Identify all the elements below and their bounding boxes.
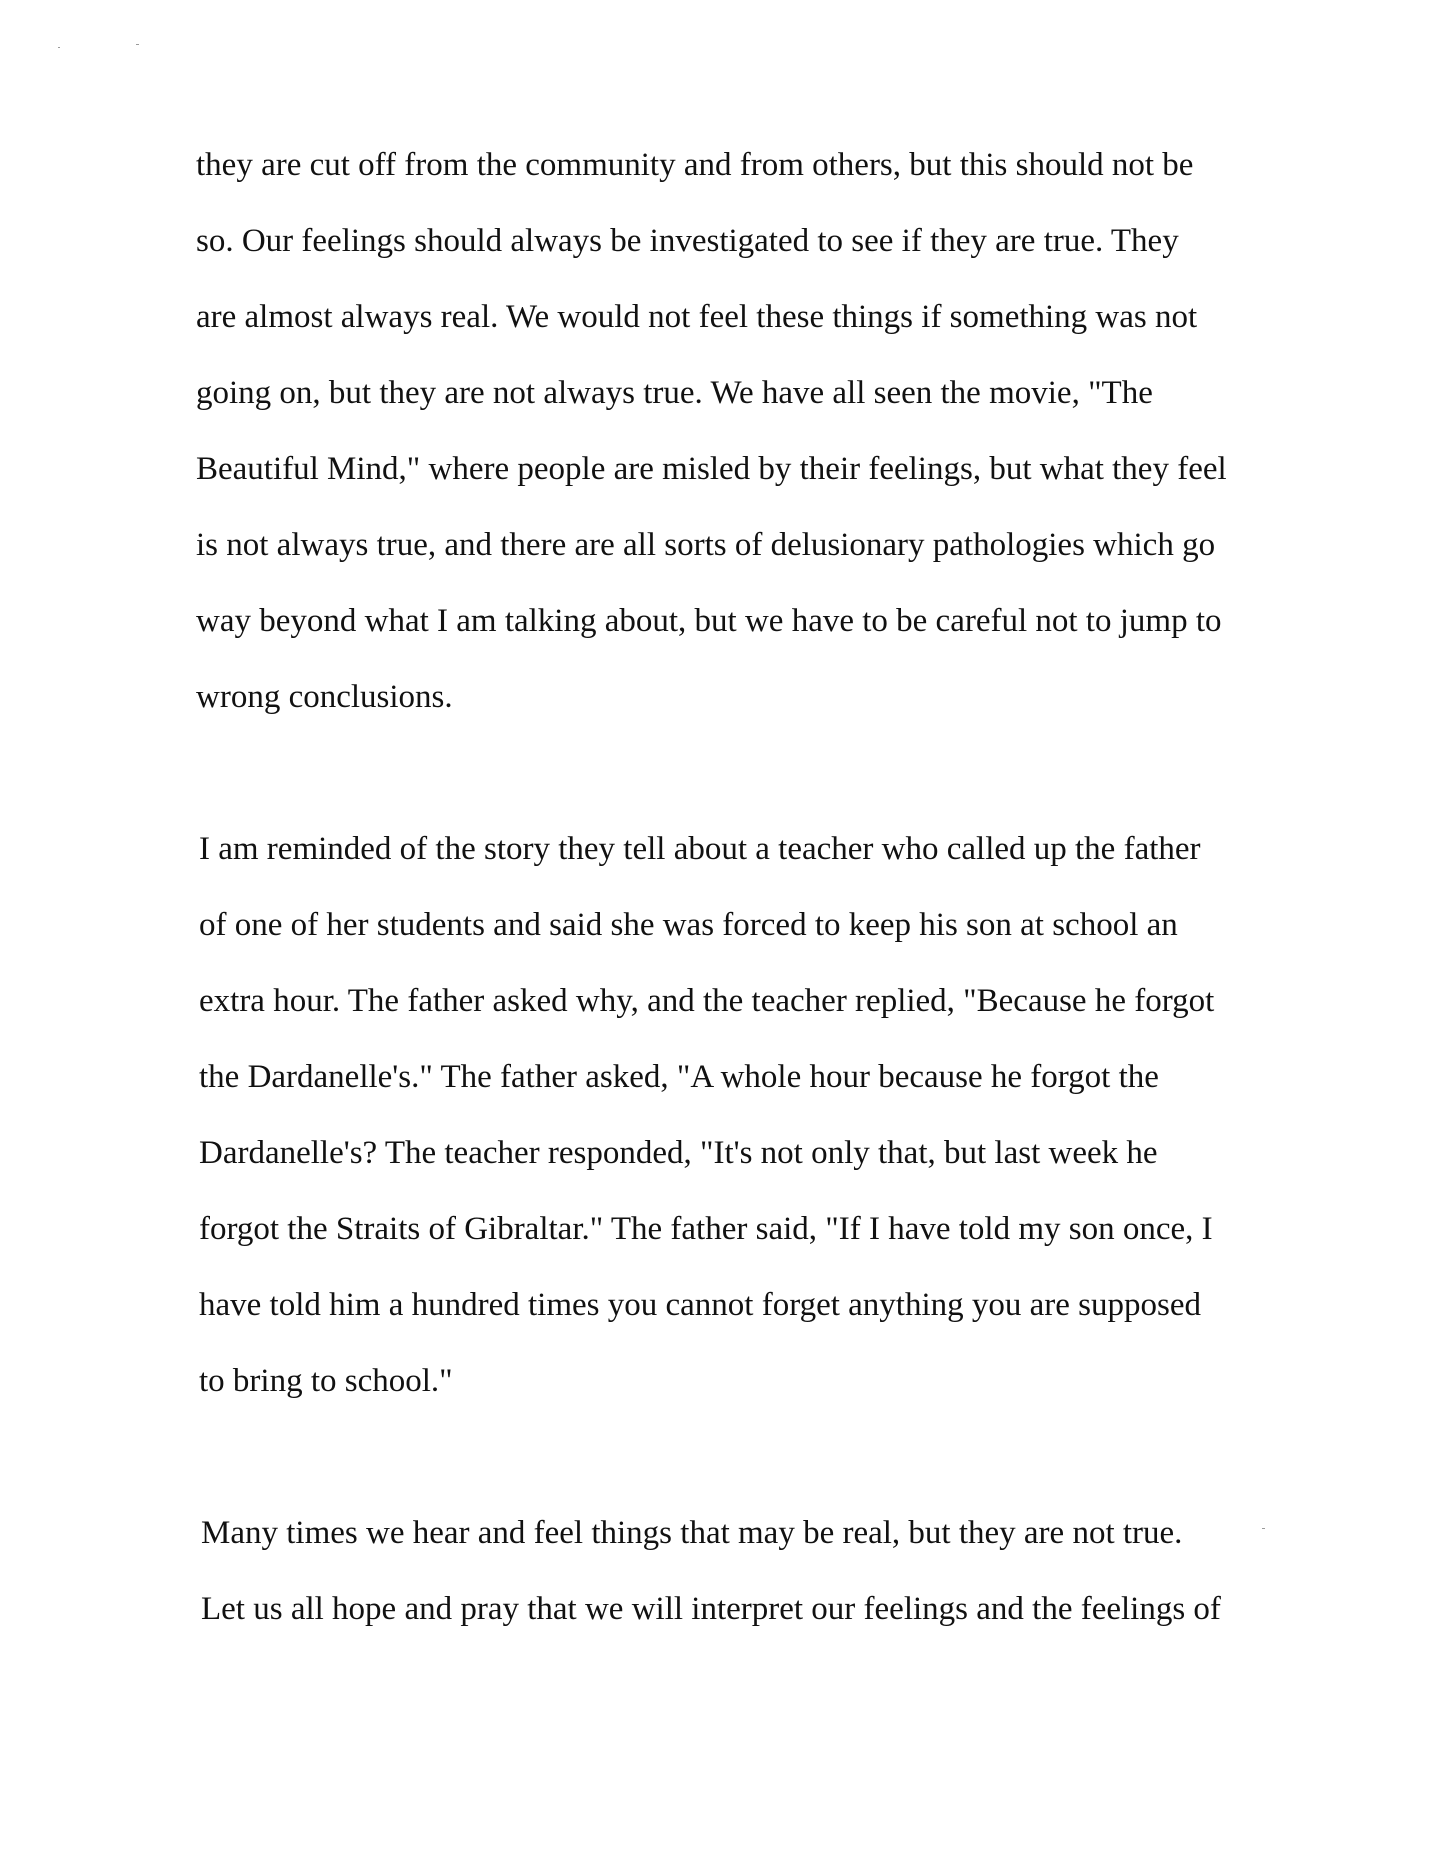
paragraph-3-line-2: Let us all hope and pray that we will interpret our feelings and the feelings of: [201, 1591, 1221, 1627]
paragraph-2-line-7: have told him a hundred times you cannot forget anything you are supposed: [199, 1287, 1202, 1323]
paragraph-1-line-1: they are cut off from the community and from others, but this should not be: [196, 147, 1194, 183]
paragraph-1-line-3: are almost always real. We would not feel these things if something was not: [196, 299, 1198, 335]
scan-speck: [58, 47, 60, 48]
paragraph-3-line-1: Many times we hear and feel things that may be real, but they are not true.: [201, 1515, 1183, 1551]
paragraph-1-line-7: way beyond what I am talking about, but we have to be careful not to jump to: [196, 603, 1222, 639]
paragraph-2-line-3: extra hour. The father asked why, and the teacher replied, "Because he forgot: [199, 983, 1215, 1019]
paragraph-1-line-8: wrong conclusions.: [196, 679, 453, 715]
paragraph-1-line-4: going on, but they are not always true. We have all seen the movie, "The: [196, 375, 1153, 411]
paragraph-1-line-2: so. Our feelings should always be investigated to see if they are true. They: [196, 223, 1179, 259]
scan-speck: [1262, 1528, 1265, 1529]
paragraph-2-line-6: forgot the Straits of Gibraltar." The father said, "If I have told my son once, I: [199, 1211, 1213, 1247]
paragraph-2-line-5: Dardanelle's? The teacher responded, "It's not only that, but last week he: [199, 1135, 1158, 1171]
scan-speck: [136, 44, 139, 45]
paragraph-2-line-1: I am reminded of the story they tell about a teacher who called up the father: [199, 831, 1201, 867]
paragraph-1-line-6: is not always true, and there are all sorts of delusionary pathologies which go: [196, 527, 1216, 563]
paragraph-2-line-2: of one of her students and said she was forced to keep his son at school an: [199, 907, 1178, 943]
paragraph-2-line-4: the Dardanelle's." The father asked, "A whole hour because he forgot the: [199, 1059, 1159, 1095]
paragraph-1-line-5: Beautiful Mind," where people are misled by their feelings, but what they feel: [196, 451, 1227, 487]
paragraph-2-line-8: to bring to school.": [199, 1363, 453, 1399]
